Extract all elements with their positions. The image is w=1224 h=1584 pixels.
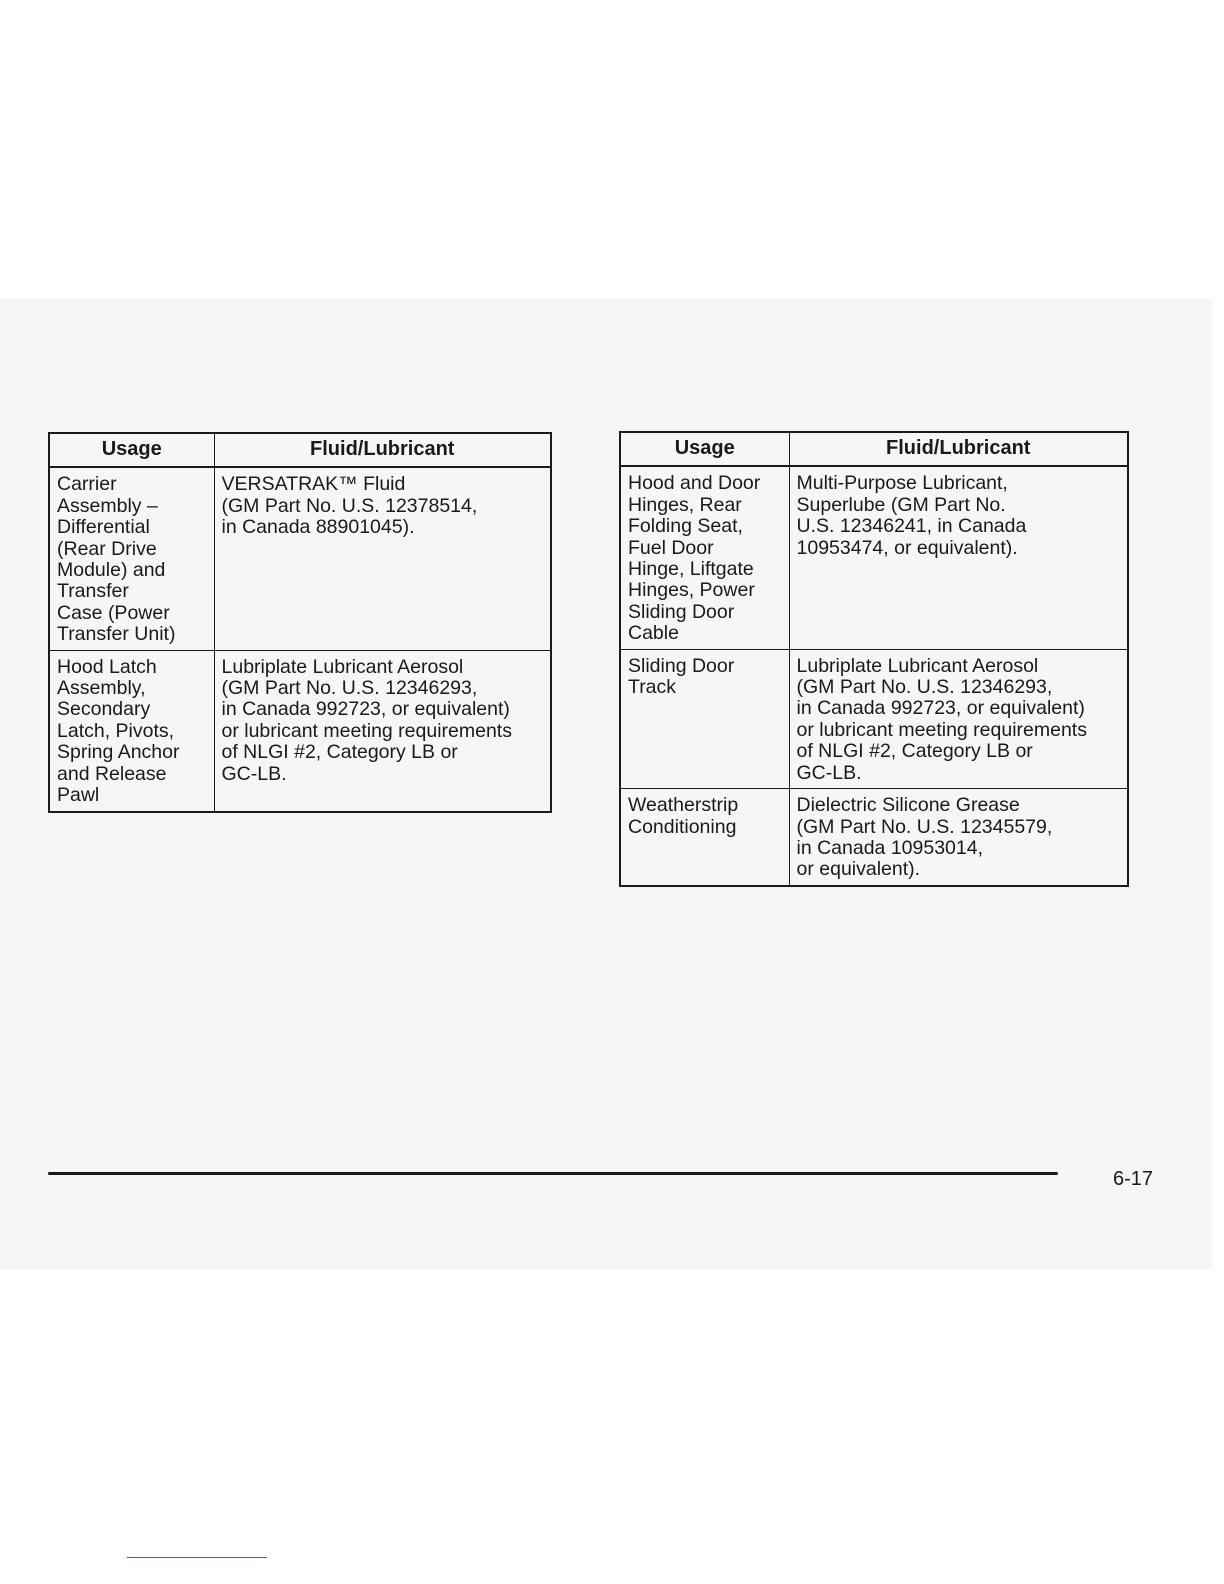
fluid-cell: VERSATRAK™ Fluid (GM Part No. U.S. 12378514, in Canada 88901045). [214, 467, 551, 650]
lubricant-table-left [48, 432, 552, 813]
bottom-link-underline [127, 1557, 267, 1558]
fluid-cell: Lubriplate Lubricant Aerosol (GM Part No. U.S. 12346293, in Canada 992723, or equivalent) or lubricant meeting requirements of NLGI #2, Category LB or GC-LB. [789, 649, 1128, 788]
table-row [620, 649, 1128, 788]
fluid-cell: Lubriplate Lubricant Aerosol (GM Part No. U.S. 12346293, in Canada 992723, or equivalent) or lubricant meeting requirements of NLGI #2, Category LB or GC-LB. [214, 650, 551, 811]
column-header-usage: Usage [49, 433, 214, 467]
usage-cell: Hood and Door Hinges, Rear Folding Seat, Fuel Door Hinge, Liftgate Hinges, Power Sliding Door Cable [620, 466, 789, 649]
usage-cell: Carrier Assembly – Differential (Rear Drive Module) and Transfer Case (Power Transfer Unit) [49, 467, 214, 650]
lubricant-table-right [619, 431, 1129, 887]
usage-cell: Hood Latch Assembly, Secondary Latch, Pivots, Spring Anchor and Release Pawl [49, 650, 214, 811]
fluid-cell: Dielectric Silicone Grease (GM Part No. U.S. 12345579, in Canada 10953014, or equivalent). [789, 789, 1128, 886]
table-row [49, 650, 551, 811]
column-header-usage: Usage [620, 432, 789, 466]
page-number: 6-17 [1113, 1168, 1154, 1190]
table-row [620, 466, 1128, 649]
column-header-fluid-lubricant: Fluid/Lubricant [789, 432, 1128, 466]
usage-cell: Sliding Door Track [620, 649, 789, 788]
table-row [49, 467, 551, 650]
footer-rule [48, 1172, 1058, 1175]
table-row [620, 789, 1128, 886]
table-header-row [620, 432, 1128, 466]
usage-cell: Weatherstrip Conditioning [620, 789, 789, 886]
column-header-fluid-lubricant: Fluid/Lubricant [214, 433, 551, 467]
table-header-row [49, 433, 551, 467]
fluid-cell: Multi-Purpose Lubricant, Superlube (GM Part No. U.S. 12346241, in Canada 10953474, or equivalent). [789, 466, 1128, 649]
